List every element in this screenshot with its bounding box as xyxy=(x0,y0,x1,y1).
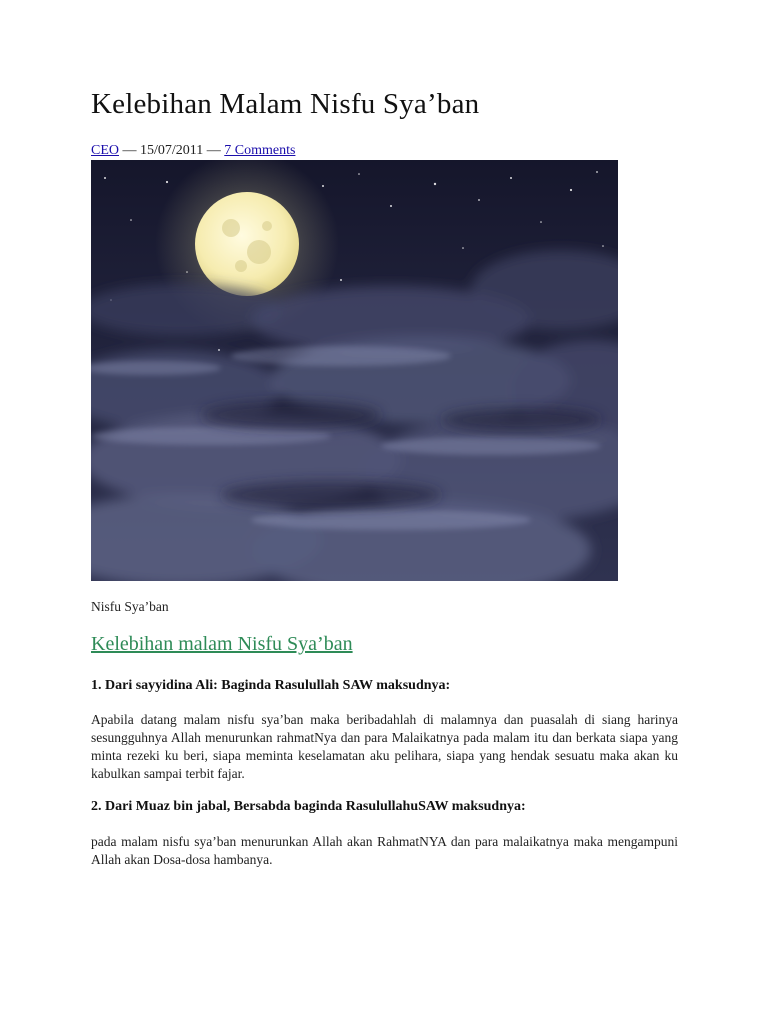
article-title: Kelebihan Malam Nisfu Sya’ban xyxy=(91,88,480,120)
moon-icon xyxy=(195,192,299,296)
section-heading: Kelebihan malam Nisfu Sya’ban xyxy=(91,633,353,655)
meta-separator: — xyxy=(119,143,140,158)
post-meta xyxy=(91,143,295,159)
point-1-heading: 1. Dari sayyidina Ali: Baginda Rasulullah SAW maksudnya: xyxy=(91,678,451,693)
point-2-heading: 2. Dari Muaz bin jabal, Bersabda baginda RasulullahuSAW maksudnya: xyxy=(91,799,526,814)
author-link[interactable]: CEO xyxy=(91,143,119,158)
comments-link[interactable]: 7 Comments xyxy=(224,143,296,158)
point-1-text: Apabila datang malam nisfu sya’ban maka beribadahlah di malamnya dan puasalah di siang harinya sesungguhnya Allah menurunkan rahmatNya dan para Malaikatnya pada malam itu dan berkata siapa yang minta rezeki ku beri, siapa meminta keselamatan aku pelihara, siapa yang hendak sesuatu maka akan ku kabulkan sampai terbit fajar. xyxy=(91,712,678,781)
point-2-text: pada malam nisfu sya’ban menurunkan Allah akan RahmatNYA dan para malaikatnya maka mengampuni Allah akan Dosa-dosa hambanya. xyxy=(91,834,678,867)
image-caption: Nisfu Sya’ban xyxy=(91,599,169,614)
meta-separator: — xyxy=(203,143,225,158)
full-moon-image xyxy=(91,160,618,581)
night-sky-illustration xyxy=(91,160,618,581)
post-date: 15/07/2011 xyxy=(140,143,204,158)
